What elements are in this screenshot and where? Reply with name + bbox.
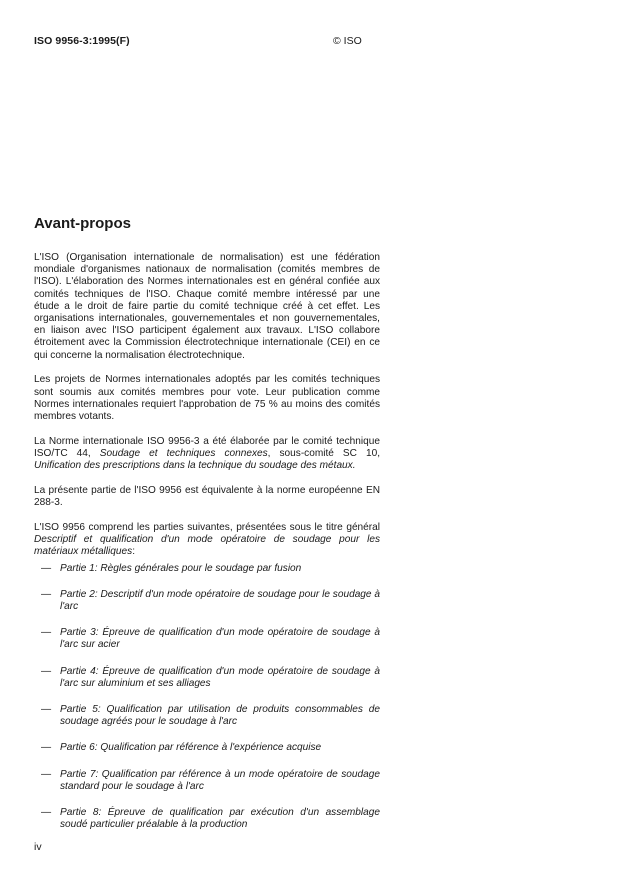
list-item [34, 742, 380, 754]
list-dash: — [41, 807, 52, 819]
subcommittee-text: , sous-comité SC 10, [267, 448, 381, 460]
list-dash: — [41, 665, 52, 677]
list-item [34, 769, 380, 793]
list-dash: — [41, 742, 52, 754]
subcommittee-title: Unification des prescriptions dans la technique du soudage des métaux. [34, 460, 356, 472]
paragraph-equivalence: La présente partie de l'ISO 9956 est équivalente à la norme européenne EN 288-3. [34, 485, 380, 509]
paragraph-iso-organisation: L'ISO (Organisation internationale de normalisation) est une fédération mondiale d'organismes nationaux de normalisation (comités membres de l'ISO). L'élaboration des Normes internationales est en général confiée aux comités techniques de l'ISO. Chaque comité membre intéressé par une étude a le droit de faire partie du comité technique créé à cet effet. Les organisations internationales, gouvernementales et non gouvernementales, en liaison avec l'ISO participent également aux travaux. L'ISO collabore étroitement avec la Commission électrotechnique internationale (CEI) en ce qui concerne la normalisation électrotechnique. [34, 252, 380, 361]
section-title: Avant-propos [34, 215, 131, 232]
paragraph-parts-intro [34, 522, 380, 559]
part-title: Partie 5: Qualification par utilisation de produits consommables de soudage agréés pour le soudage à l'arc [60, 704, 380, 728]
list-dash: — [41, 627, 52, 639]
list-item [34, 704, 380, 728]
parts-intro-colon: : [132, 546, 135, 558]
part-title: Partie 1: Règles générales pour le soudage par fusion [60, 562, 302, 574]
copyright-mark: © ISO [333, 35, 362, 47]
paragraph-prepared-by [34, 436, 380, 473]
part-title: Partie 4: Épreuve de qualification d'un mode opératoire de soudage à l'arc sur aluminium et ses alliages [60, 665, 380, 689]
committee-title: Soudage et techniques connexes [99, 448, 268, 460]
page-number: iv [34, 841, 42, 853]
part-title: Partie 2: Descriptif d'un mode opératoire de soudage pour le soudage à l'arc [60, 588, 380, 613]
general-title: Descriptif et qualification d'un mode opératoire de soudage pour les matériaux métalliques [34, 534, 380, 558]
document-reference: ISO 9956-3:1995(F) [34, 35, 130, 47]
parts-list [34, 563, 380, 832]
parts-intro-text: L'ISO 9956 comprend les parties suivantes, présentées sous le titre général [34, 522, 380, 534]
list-dash: — [41, 768, 52, 780]
list-item [34, 666, 380, 690]
list-item [34, 589, 380, 613]
list-dash: — [41, 562, 52, 574]
list-item [34, 563, 380, 575]
part-title: Partie 8: Épreuve de qualification par exécution d'un assemblage soudé particulier préalable à la production [60, 807, 380, 831]
list-dash: — [41, 704, 52, 716]
list-item [34, 807, 380, 831]
part-title: Partie 7: Qualification par référence à un mode opératoire de soudage standard pour le soudage à l'arc [60, 768, 380, 792]
paragraph-draft-standards: Les projets de Normes internationales adoptés par les comités techniques sont soumis aux comités membres pour vote. Leur publication comme Normes internationales requiert l'approbation de 75 % au moins des comités membres votants. [34, 374, 380, 423]
prepared-by-text: La Norme internationale ISO 9956-3 a été élaborée par le comité technique ISO/TC 44, [34, 435, 380, 460]
part-title: Partie 3: Épreuve de qualification d'un mode opératoire de soudage à l'arc sur acier [60, 627, 380, 651]
foreword-body [34, 252, 380, 845]
list-item [34, 627, 380, 651]
part-title: Partie 6: Qualification par référence à l'expérience acquise [60, 742, 322, 754]
list-dash: — [41, 588, 52, 600]
